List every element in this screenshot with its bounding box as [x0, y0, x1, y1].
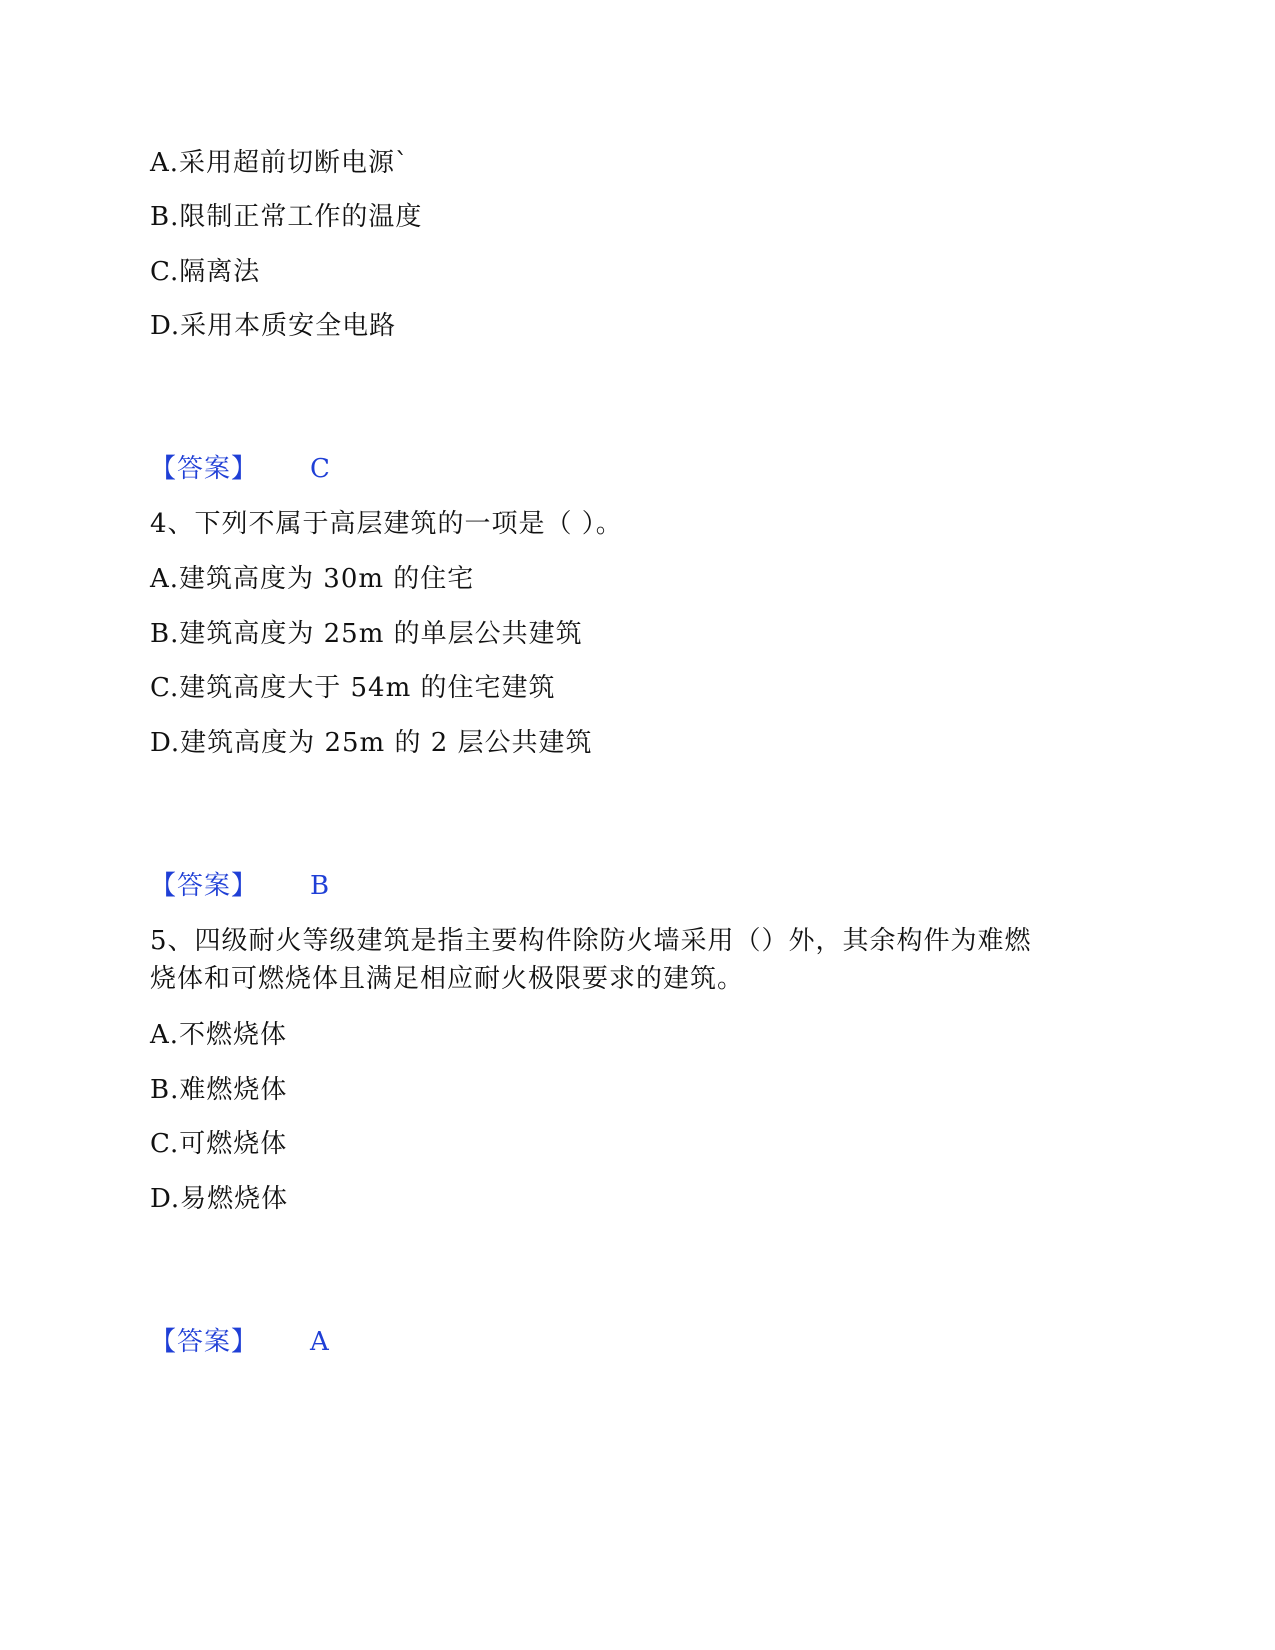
q4-option-c: C.建筑高度大于 54m 的住宅建筑 [150, 673, 556, 703]
q4-stem: 4、下列不属于高层建筑的一项是（ ）。 [150, 509, 623, 539]
q4-option-b: B.建筑高度为 25m 的单层公共建筑 [150, 619, 583, 649]
q3-option-b: B.限制正常工作的温度 [150, 202, 423, 232]
q3-option-d: D.采用本质安全电路 [150, 311, 397, 341]
q3-option-a: A.采用超前切断电源` [150, 148, 410, 178]
q5-option-a: A.不燃烧体 [150, 1020, 288, 1050]
q3-answer [150, 449, 331, 489]
q5-option-c: C.可燃烧体 [150, 1129, 288, 1159]
q5-answer [150, 1322, 330, 1362]
q4-answer [150, 866, 330, 906]
q4-option-a: A.建筑高度为 30m 的住宅 [150, 564, 475, 594]
answer-value: B [310, 871, 331, 901]
q5-stem-line2: 烧体和可燃烧体且满足相应耐火极限要求的建筑。 [150, 964, 745, 994]
answer-label: 【答案】 [150, 871, 259, 901]
answer-value: C [310, 454, 331, 484]
answer-label: 【答案】 [150, 1327, 259, 1357]
q4-option-d: D.建筑高度为 25m 的 2 层公共建筑 [150, 728, 593, 758]
answer-value: A [310, 1327, 330, 1357]
answer-label: 【答案】 [150, 454, 259, 484]
q5-option-b: B.难燃烧体 [150, 1075, 288, 1105]
q5-stem-line1: 5、四级耐火等级建筑是指主要构件除防火墙采用（）外，其余构件为难燃 [150, 926, 1032, 956]
q5-option-d: D.易燃烧体 [150, 1184, 289, 1214]
q3-option-c: C.隔离法 [150, 257, 261, 287]
